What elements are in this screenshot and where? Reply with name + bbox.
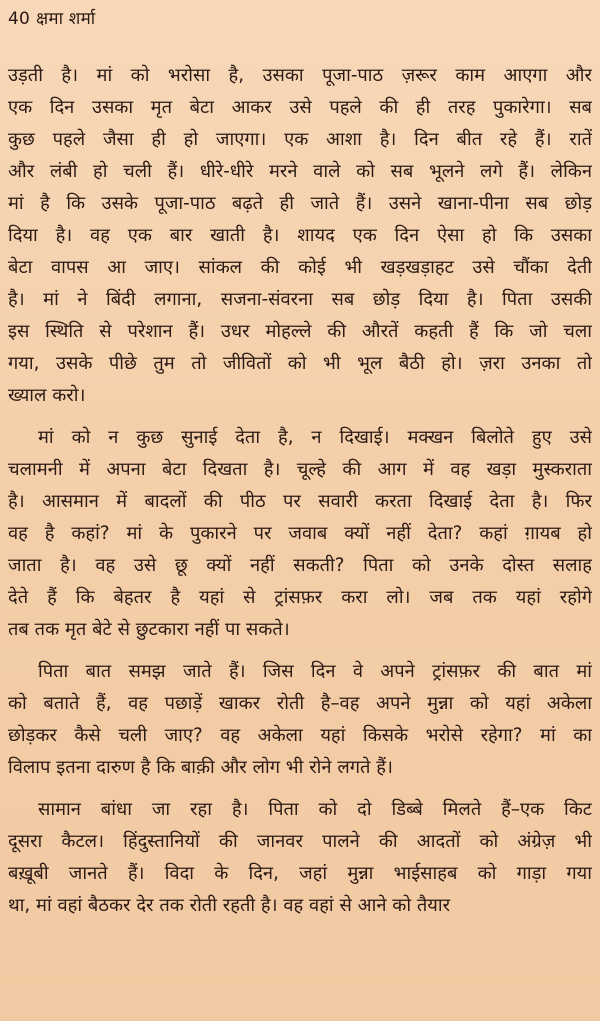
- text-line: छोड़कर कैसे चली जाए? वह अकेला यहां किसके भरोसे रहेगा? मां का: [8, 725, 592, 746]
- text-line: मां है कि उसके पूजा-पाठ बढ़ते ही जाते हैं। उसने खाना-पीना सब छोड़: [8, 193, 592, 214]
- author-name: क्षमा शर्मा: [36, 9, 96, 29]
- body-text: [8, 60, 592, 922]
- text-line: गया, उसके पीछे तुम तो जीवितों को भी भूल बैठी हो। ज़रा उनका तो: [8, 353, 592, 374]
- page-number: 40: [8, 9, 31, 29]
- text-line: पिता बात समझ जाते हैं। जिस दिन वे अपने ट्रांसफ़र की बात मां: [38, 661, 592, 682]
- text-line: जाता है। वह उसे छू क्यों नहीं सकती? पिता को उनके दोस्त सलाह: [8, 555, 592, 576]
- text-line: चलामनी में अपना बेटा दिखता है। चूल्हे की आग में वह खड़ा मुस्कराता: [8, 459, 592, 480]
- text-line: विलाप इतना दारुण है कि बाक़ी और लोग भी रोने लगते हैं।: [8, 757, 393, 778]
- paragraph: [8, 60, 592, 412]
- paragraph-gap: [8, 646, 592, 656]
- text-line: दूसरा कैटल। हिंदुस्तानियों की जानवर पालने की आदतों को अंग्रेज़ भी: [8, 831, 592, 852]
- text-line: ख्याल करो।: [8, 385, 86, 406]
- text-line: मां को न कुछ सुनाई देता है, न दिखाई। मक्खन बिलोते हुए उसे: [38, 427, 592, 448]
- text-line: है। आसमान में बादलों की पीठ पर सवारी करता दिखाई देता है। फिर: [8, 491, 592, 512]
- text-line: सामान बांधा जा रहा है। पिता को दो डिब्बे मिलते हैं–एक किट: [38, 799, 592, 820]
- paragraph: [8, 422, 592, 646]
- text-line: और लंबी हो चली हैं। धीरे-धीरे मरने वाले को सब भूलने लगे हैं। लेकिन: [8, 161, 592, 182]
- paragraph-gap: [8, 412, 592, 422]
- text-line: तब तक मृत बेटे से छुटकारा नहीं पा सकते।: [8, 619, 290, 640]
- text-line: है। मां ने बिंदी लगाना, सजना-संवरना सब छोड़ दिया है। पिता उसकी: [8, 289, 592, 310]
- text-line: कुछ पहले जैसा ही हो जाएगा। एक आशा है। दिन बीत रहे हैं। रातें: [8, 129, 592, 150]
- text-line: को बताते हैं, वह पछाड़ें खाकर रोती है–वह अपने मुन्ना को यहां अकेला: [8, 693, 592, 714]
- paragraph: [8, 656, 592, 784]
- text-line: वह है कहां? मां के पुकारने पर जवाब क्यों नहीं देता? कहां ग़ायब हो: [8, 523, 592, 544]
- paragraph: [8, 794, 592, 922]
- text-line: दिया है। वह एक बार खाती है। शायद एक दिन ऐसा हो कि उसका: [8, 225, 592, 246]
- text-line: उड़ती है। मां को भरोसा है, उसका पूजा-पाठ ज़रूर काम आएगा और: [8, 65, 592, 86]
- text-line: एक दिन उसका मृत बेटा आकर उसे पहले की ही तरह पुकारेगा। सब: [8, 97, 592, 118]
- text-line: बख़ूबी जानते हैं। विदा के दिन, जहां मुन्ना भाईसाहब को गाड़ा गया: [8, 863, 592, 884]
- text-line: था, मां वहां बैठकर देर तक रोती रहती है। वह वहां से आने को तैयार: [8, 895, 451, 916]
- running-header: [8, 8, 95, 30]
- paragraph-gap: [8, 784, 592, 794]
- text-line: देते हैं कि बेहतर है यहां से ट्रांसफ़र करा लो। जब तक यहां रहोगे: [8, 587, 592, 608]
- text-line: इस स्थिति से परेशान हैं। उधर मोहल्ले की औरतें कहती हैं कि जो चला: [8, 321, 592, 342]
- text-line: बेटा वापस आ जाए। सांकल की कोई भी खड़खड़ाहट उसे चौंका देती: [8, 257, 592, 278]
